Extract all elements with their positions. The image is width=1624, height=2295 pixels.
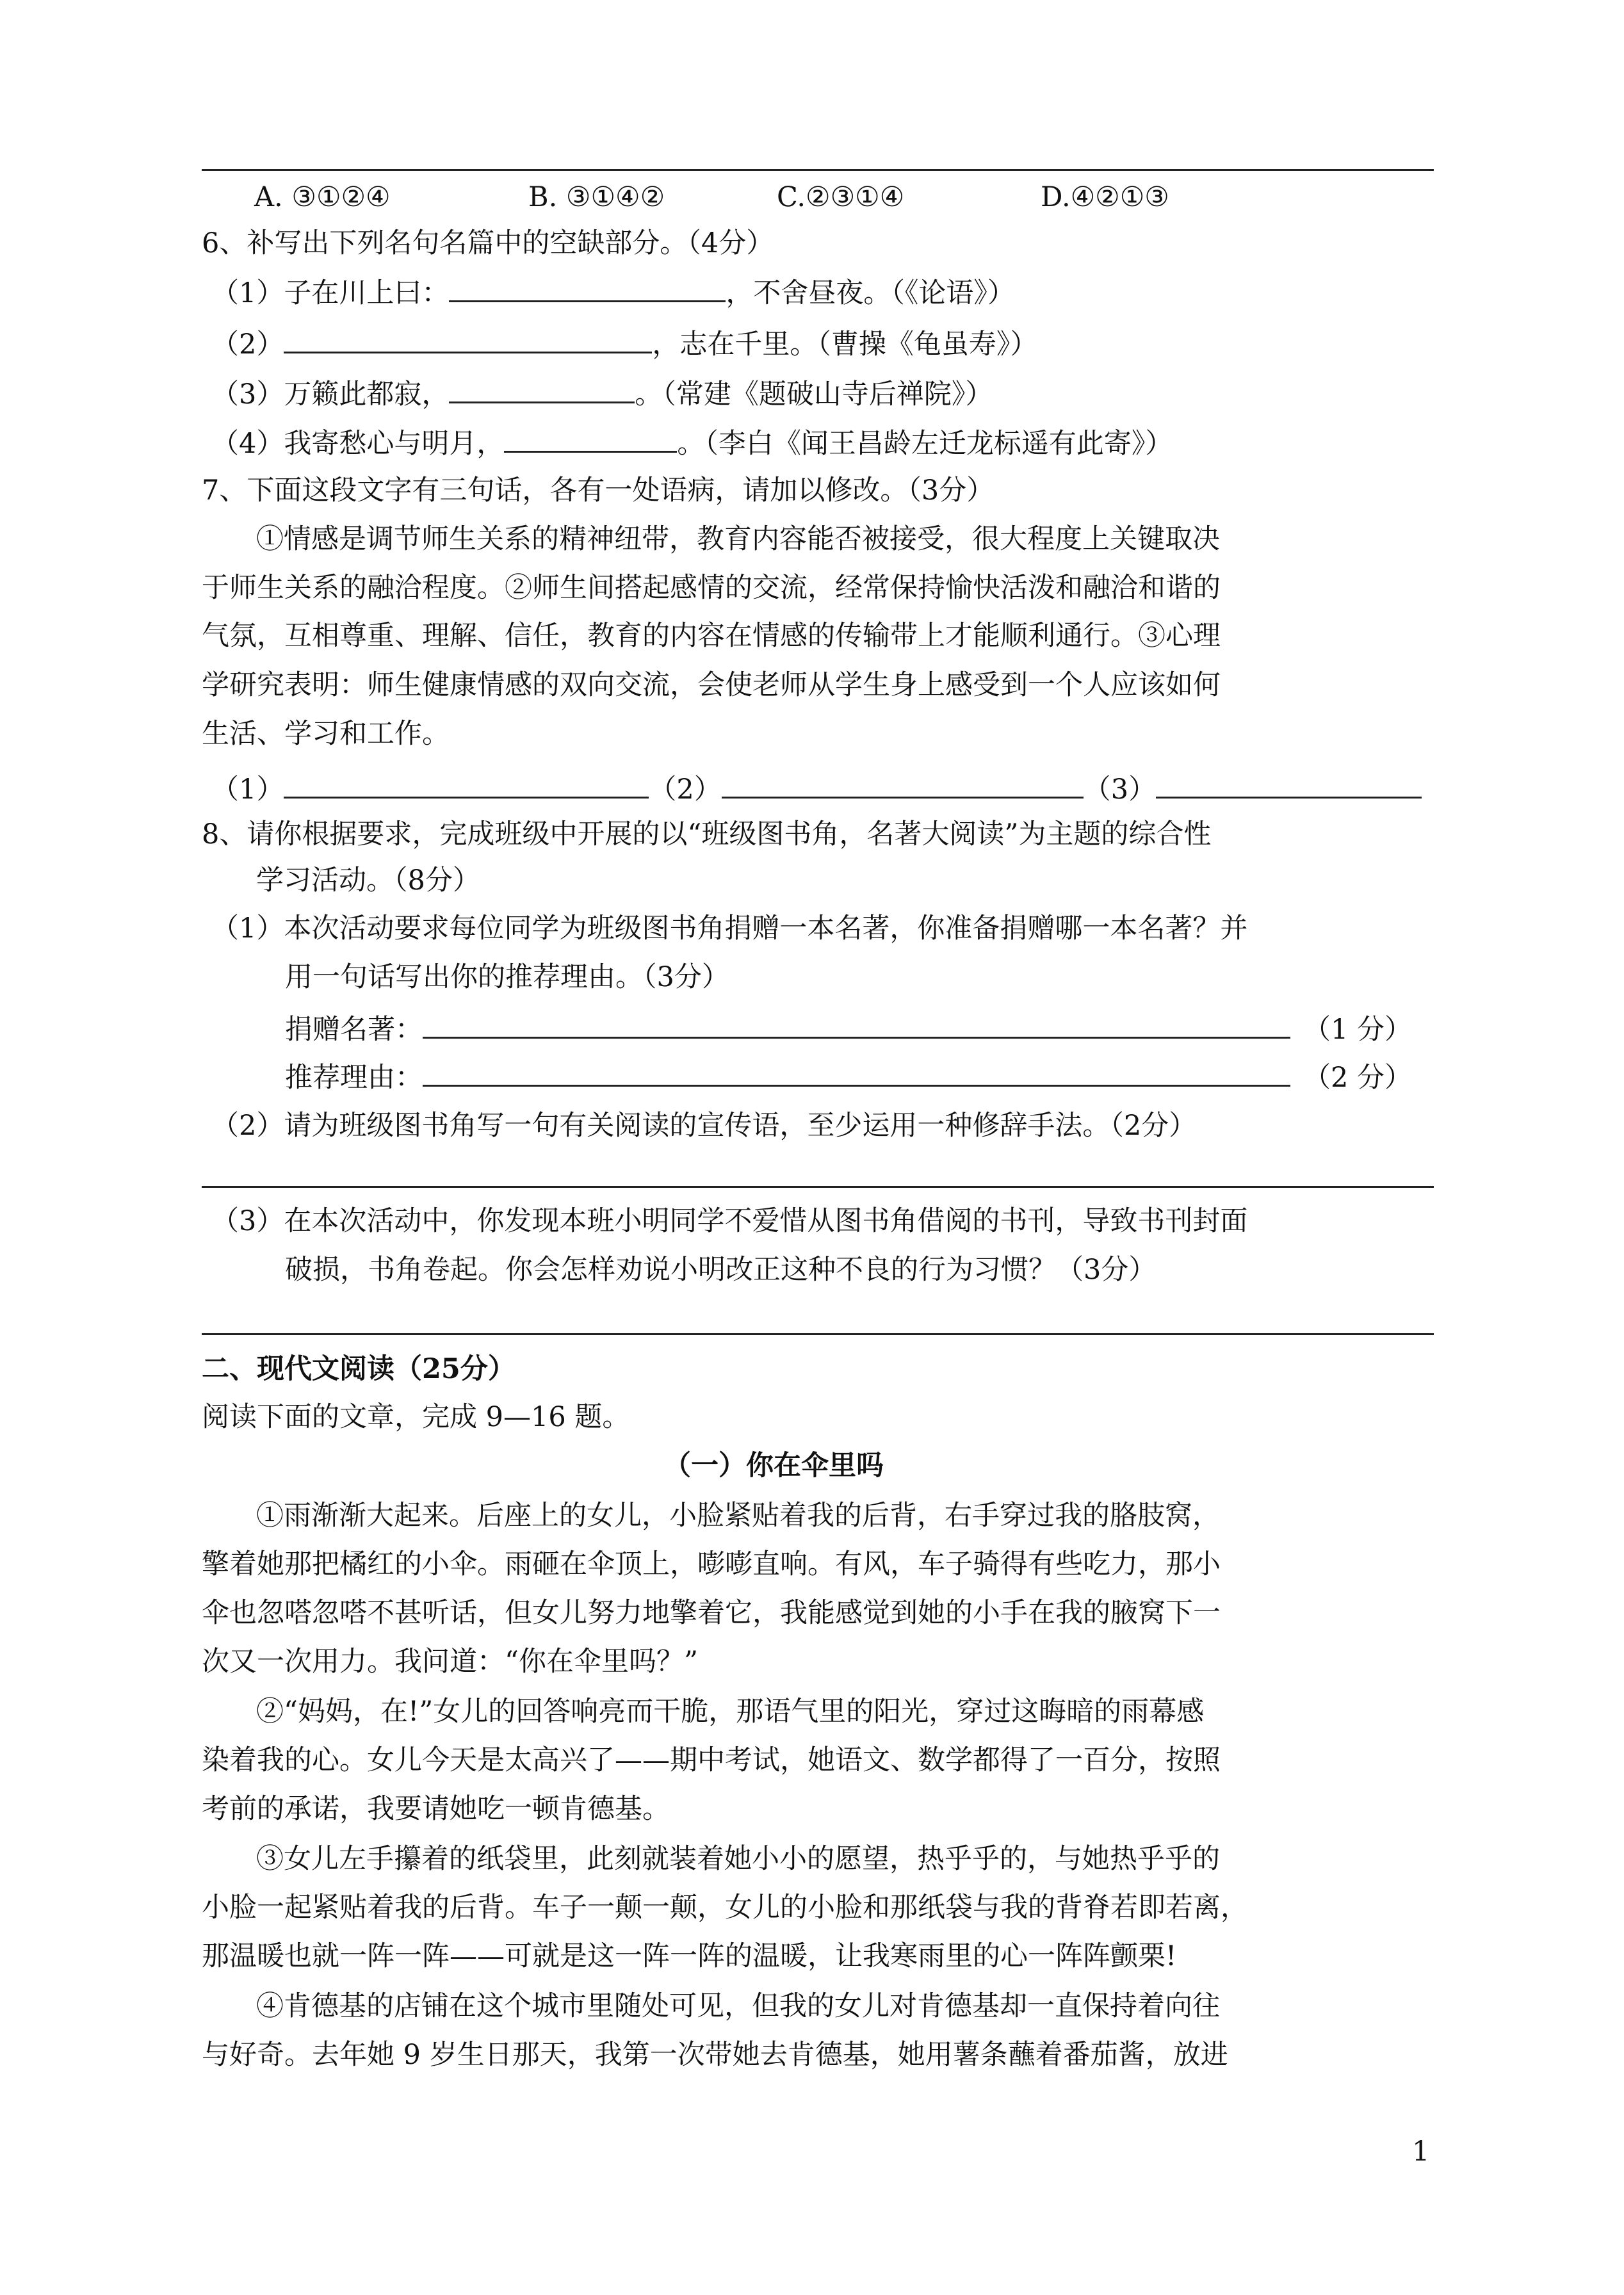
article-line: 小脸一起紧贴着我的后背。车子一颠一颠，女儿的小脸和那纸袋与我的背脊若即若离， — [202, 1892, 1248, 1924]
question-6-item-1 — [211, 272, 1015, 312]
answer-blank[interactable] — [504, 423, 677, 453]
answer-blank[interactable] — [449, 272, 726, 302]
article-line: 伞也忽嗒忽嗒不甚听话，但女儿努力地擎着它，我能感觉到她的小手在我的腋窝下一 — [202, 1597, 1221, 1629]
question-7-text-line: 生活、学习和工作。 — [202, 718, 450, 750]
article-line: 擎着她那把橘红的小伞。雨砸在伞顶上，嘭嘭直响。有风，车子骑得有些吃力，那小 — [202, 1548, 1221, 1580]
section-heading: 二、现代文阅读（25分） — [202, 1353, 516, 1385]
article-line: 染着我的心。女儿今天是太高兴了——期中考试，她语文、数学都得了一百分，按照 — [202, 1744, 1221, 1776]
answer-1-label: （1） — [211, 774, 284, 806]
article-line: ④肯德基的店铺在这个城市里随处可见，但我的女儿对肯德基却一直保持着向往 — [256, 1990, 1220, 2022]
answer-blank[interactable] — [284, 323, 652, 353]
section-instruction: 阅读下面的文章，完成 9—16 题。 — [202, 1401, 630, 1433]
top-rule — [202, 169, 1434, 171]
article-line: 次又一次用力。我问道：“你在伞里吗？” — [202, 1646, 698, 1678]
reason-blank[interactable] — [423, 1057, 1290, 1087]
article-line: 与好奇。去年她 9 岁生日那天，我第一次带她去肯德基，她用薯条蘸着番茄酱，放进 — [202, 2039, 1228, 2071]
question-6-item-2 — [211, 323, 1037, 364]
reason-score: （2 分） — [1303, 1062, 1413, 1094]
question-6-item-3 — [211, 373, 993, 414]
reason-row — [285, 1057, 1412, 1097]
option-a: A. ③①②④ — [254, 181, 391, 213]
question-6-item-4 — [211, 423, 1173, 463]
answer-blank[interactable] — [284, 768, 649, 799]
question-8-part-2: （2）请为班级图书角写一句有关阅读的宣传语，至少运用一种修辞手法。（2分） — [211, 1110, 1197, 1142]
article-line: ③女儿左手攥着的纸袋里，此刻就装着她小小的愿望，热乎乎的，与她热乎乎的 — [256, 1843, 1220, 1875]
donate-row — [285, 1009, 1412, 1049]
option-d: D.④②①③ — [1041, 181, 1169, 213]
answer-line[interactable] — [202, 1333, 1434, 1335]
article-line: 那温暖也就一阵一阵——可就是这一阵一阵的温暖，让我寒雨里的心一阵阵颤栗! — [202, 1940, 1177, 1972]
article-line: 考前的承诺，我要请她吃一顿肯德基。 — [202, 1793, 670, 1825]
question-7-text-line: 于师生关系的融洽程度。②师生间搭起感情的交流，经常保持愉快活泼和融洽和谐的 — [202, 572, 1221, 604]
answer-blank[interactable] — [1156, 768, 1422, 799]
answer-2-label: （2） — [649, 774, 722, 806]
question-8-part-1-cont: 用一句话写出你的推荐理由。（3分） — [285, 961, 729, 993]
page-number: 1 — [1412, 2136, 1430, 2168]
item-3-suffix: 。（常建《题破山寺后禅院》） — [635, 378, 993, 410]
question-8-title: 8、请你根据要求，完成班级中开展的以“班级图书角，名著大阅读”为主题的综合性 — [202, 818, 1212, 850]
article-title: （一）你在伞里吗 — [663, 1450, 884, 1482]
option-b: B. ③①④② — [528, 181, 665, 213]
item-1-suffix: ，不舍昼夜。（《论语》） — [726, 277, 1015, 309]
item-2-suffix: ，志在千里。（曹操《龟虽寿》） — [652, 328, 1038, 361]
item-1-prefix: （1）子在川上曰： — [211, 277, 450, 309]
item-3-prefix: （3）万籁此都寂， — [211, 378, 450, 410]
answer-3-label: （3） — [1083, 774, 1157, 806]
article-line: ②“妈妈，在!”女儿的回答响亮而干脆，那语气里的阳光，穿过这晦暗的雨幕感 — [256, 1696, 1205, 1728]
item-4-prefix: （4）我寄愁心与明月， — [211, 428, 505, 460]
item-4-suffix: 。（李白《闻王昌龄左迁龙标遥有此寄》） — [677, 428, 1173, 460]
article-line: ①雨渐渐大起来。后座上的女儿，小脸紧贴着我的后背，右手穿过我的胳肢窝， — [256, 1500, 1220, 1532]
question-7-text-line: 学研究表明：师生健康情感的双向交流，会使老师从学生身上感受到一个人应该如何 — [202, 669, 1221, 701]
donate-label: 捐赠名著： — [285, 1014, 423, 1046]
option-c: C.②③①④ — [777, 181, 905, 213]
question-8-part-3: （3）在本次活动中，你发现本班小明同学不爱惜从图书角借阅的书刊，导致书刊封面 — [211, 1205, 1248, 1237]
answer-blank[interactable] — [449, 373, 635, 403]
reason-label: 推荐理由： — [285, 1062, 423, 1094]
question-7-title: 7、下面这段文字有三句话，各有一处语病，请加以修改。（3分） — [202, 474, 995, 507]
answer-line[interactable] — [202, 1186, 1434, 1188]
question-8-part-3-cont: 破损，书角卷起。你会怎样劝说小明改正这种不良的行为习惯？（3分） — [285, 1254, 1157, 1286]
question-7-text-line: ①情感是调节师生关系的精神纽带，教育内容能否被接受，很大程度上关键取决 — [256, 523, 1220, 555]
question-8-title-cont: 学习活动。（8分） — [256, 864, 480, 896]
question-6-title: 6、补写出下列名句名篇中的空缺部分。（4分） — [202, 227, 774, 259]
donate-blank[interactable] — [423, 1009, 1290, 1039]
question-8-part-1: （1）本次活动要求每位同学为班级图书角捐赠一本名著，你准备捐赠哪一本名著？并 — [211, 912, 1248, 945]
donate-score: （1 分） — [1303, 1014, 1413, 1046]
answer-blank[interactable] — [722, 768, 1084, 799]
question-7-text-line: 气氛，互相尊重、理解、信任，教育的内容在情感的传输带上才能顺利通行。③心理 — [202, 620, 1221, 652]
question-7-answers — [211, 768, 1422, 809]
item-2-prefix: （2） — [211, 328, 284, 361]
